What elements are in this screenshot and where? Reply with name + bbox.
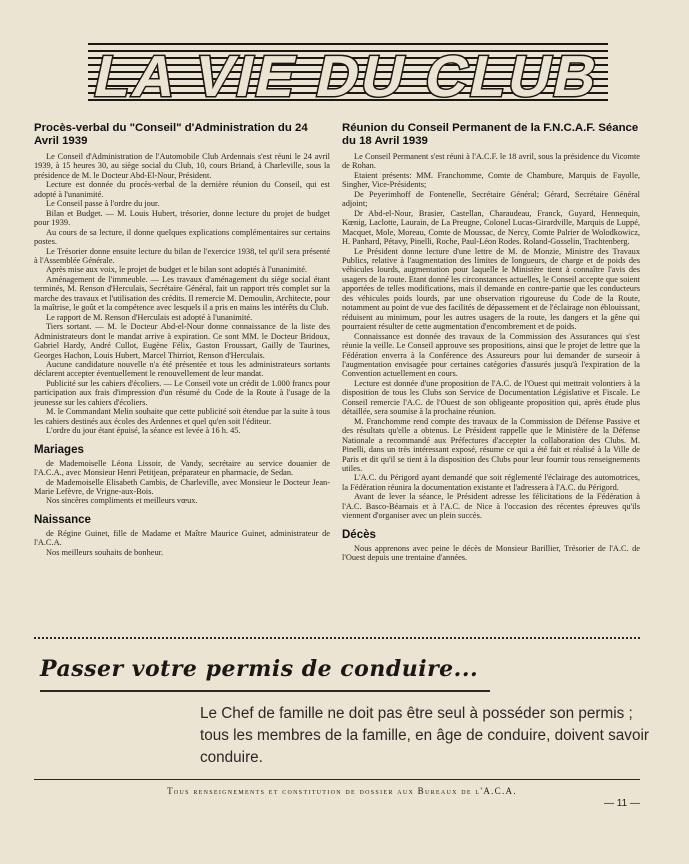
reunion-paragraph: M. Franchomme rend compte des travaux de la Commission de Défense Passive et des résultats qu'elle a obtenus. Le Président rappelle que le Ministère de la Défense Nationale a recommandé aux Préfectures d'accepter la collaboration des Clubs. M. Pinelli, dans un très intéressant exposé, résume ce qui a été fait et réalisé à la Ville de Paris et dit qu'il se tient à la disposition des Clubs pour leur fournir tous renseignements utiles. [342,416,640,473]
masthead-title: LA VIE DU CLUB [88,44,607,109]
promo-headline [40,656,540,682]
reunion-paragraph: Le Conseil Permanent s'est réuni à l'A.C.F. le 18 avril, sous la présidence du Vicomte de Rohan. [342,152,640,171]
pv-paragraph: Après mise aux voix, le projet de budget et le bilan sont adoptés à l'unanimité. [46,265,308,275]
pv-paragraph: Publicité sur les cahiers d'écoliers. — Le Conseil vote un crédit de 1.000 francs pour participation aux frais d'impression d'un résumé du Code de la Route à l'usage de la jeunesse sur les cahiers d'écoliers. [34,378,330,407]
mariages-paragraph: Nos sincères compliments et meilleurs vœux. [46,496,198,506]
promo-headline-text: Passer votre permis de conduire... [40,656,479,682]
pv-paragraph: Au cours de sa lecture, il donne quelques explications complémentaires sur certains postes. [34,227,330,247]
mariages-paragraph: de Mademoiselle Léona Lissoir, de Vandy, secrétaire au service douanier de l'A.C.A., avec Monsieur Henri Petitjean, préparateur en pharmacie, de Sedan. [34,458,330,478]
footer-note: Tous renseignements et constitution de dossier aux Bureaux de l'A.C.A. [167,786,517,796]
reunion-paragraph: L'A.C. du Périgord ayant demandé que soit réglementé l'éclairage des automotrices, la Fédération réunira la documentation existante et l'adressera à l'A.C. du Périgord. [342,473,640,492]
deces-paragraph: Nous apprenons avec peine le décès de Monsieur Barillier, Trésorier de l'A.C. de l'Ouest depuis une trentaine d'années. [342,543,640,563]
pv-paragraph: Tiers sortant. — M. le Docteur Abd-el-Nour donne connaissance de la liste des Administrateurs dont le mandat arrive à expiration. Ce sont MM. le Docteur Bridoux, Gabriel Hardy, André Cullot, Eugène Félix, Gaston Froussart, Gailly de Taurines, Georges Hachon, Louis Hubert, Marcel Thirriot, Renson d'Herculais. [34,322,330,360]
pv-paragraph: Le Conseil d'Administration de l'Automobile Club Ardennais s'est réuni le 24 avril 1939, à 15 heures 30, au siège social du Club, 10, cours Briand, à Charleville, sous la présidence de M. le Docteur Abd-El-Nour, Président. [34,152,330,180]
pv-paragraph: Aménagement de l'immeuble. — Les travaux d'aménagement du siège social étant terminés, M. Renson d'Herculais, Secrétaire Général, fait un rapport très complet sur la marche des travaux et l'utilisation des crédits. Il remercie M. Demoulin, Architecte, pour la maîtrise, le goût et la compétence avec lesquels il a pris en mains les intérêts du Club. [34,274,330,313]
pv-paragraph: M. le Commandant Melin souhaite que cette publicité soit étendue par la suite à tous les cahiers destinés aux écoles des Ardennes et quel qu'en soit l'éditeur. [34,407,330,426]
naissance-heading: Naissance [34,513,91,526]
reunion-paragraph: Connaissance est donnée des travaux de la Commission des Assurances qui s'est réunie la veille. Le Conseil approuve ses propositions, ainsi que le projet de lettre que la Fédération enverra à la Conférence des Assureurs pour lui demander de surseoir à l'augmentation envisagée pour certaines catégories d'assurés jusqu'à l'expiration de la Convention actuellement en cours. [342,331,640,379]
reunion-paragraph: Avant de lever la séance, le Président adresse les félicitations de la Fédération à l'A.C. Basco-Béarnais et à l'A.C. de Nice à l'occasion des récentes épreuves qu'ils viennent d'organiser avec un plein succès. [342,492,640,521]
right-column [342,122,640,563]
pv-paragraph: Bilan et Budget. — M. Louis Hubert, trésorier, donne lecture du projet de budget pour 1939. [34,208,330,228]
pv-paragraph: Le Conseil passe à l'ordre du jour. [46,199,160,209]
masthead-banner [88,36,608,110]
pv-paragraph: Le Trésorier donne ensuite lecture du bilan de l'exercice 1938, tel qu'il sera présenté à l'Assemblée Générale. [34,246,330,265]
footer-rule [34,779,640,780]
deces-heading: Décès [342,528,376,541]
pv-paragraph: Aucune candidature nouvelle n'a été présentée et tous les administrateurs sortants déclarent accepter éventuellement le renouvellement de leur mandat. [34,359,330,379]
reunion-paragraph: De Peyerimhoff de Fontenelle, Secrétaire Général; Gérard, Secrétaire Général adjoint; [342,189,640,209]
promo-body: Le Chef de famille ne doit pas être seul à posséder son permis ; tous les membres de la famille, en âge de conduire, doivent savoir conduire. [200,705,649,766]
reunion-paragraph: Etaient présents: MM. Franchomme, Comte de Chambure, Marquis de Fayolle, Singher, Vice-Présidents; [342,170,640,190]
mariages-paragraph: de Mademoiselle Elisabeth Cambis, de Charleville, avec Monsieur le Docteur Jean-Marie Lefèvre, de Vrigne-aux-Bois. [34,477,330,496]
pv-paragraph: Lecture est donnée du procès-verbal de la dernière réunion du Conseil, qui est adopté à l'unanimité. [34,180,330,199]
pv-paragraph: L'ordre du jour étant épuisé, la séance est levée à 16 h. 45. [46,426,241,436]
reunion-paragraph: Dr Abd-el-Nour, Brasier, Castellan, Charaudeau, Franck, Guyard, Hennequin, Kœnig, Laclotte, Laurain, de La Preugne, Colonel Lucas-Girardville, Marquis de Luppé, Macquet, Mole, Moreau, Comte de Moussac, de Nercy, Comte Palrier de Wolodkowicz, H. Panhard, Pétavy, Pinelli, Roche, Paul-Léon Rodes. Roland-Gosselin, Trachtenberg. [342,208,640,247]
reunion-paragraph: Le Président donne lecture d'une lettre de M. de Monzie, Ministre des Travaux Publics, relative à l'augmentation des limites de longueurs, de charge et de poids des véhicules lourds, augmentation pour laquelle le Ministère tient à connaître l'avis des usagers de la route. Etant donné les circonstances actuelles, le Conseil accepte que soient apportées de telles modifications, mais il demande en contre-partie que les conducteurs des véhicules poids lourds, par une observation rigoureuse du Code de la Route, notamment au point de vue des facilités de dépassement et de l'éclairage non éblouissant, réduisent au minimum, pour les autres usagers de la route, les dangers et la gêne qui pourraient résulter de cette augmentation d'encombrement et de poids. [342,246,640,332]
pv-paragraph: Le rapport de M. Renson d'Herculais est adopté à l'unanimité. [46,312,253,322]
promo-headline-underline [40,690,490,692]
page-number: — 11 — [604,798,640,809]
pv-heading: Procès-verbal du "Conseil" d'Administration du 24 Avril 1939 [34,122,308,147]
naissance-paragraph: de Régine Guinet, fille de Madame et Maître Maurice Guinet, administrateur de l'A.C.A. [34,528,330,548]
reunion-paragraph: Lecture est donnée d'une proposition de l'A.C. de l'Ouest qui mettrait volontiers à la disposition de tous les Clubs son Service de Documentation Législative et Fiscale. Le Conseil remercie l'A.C. de l'Ouest de son obligeante proposition qui, après étude plus détaillée, sera soumise à la prochaine réunion. [342,378,640,417]
reunion-heading: Réunion du Conseil Permanent de la F.N.C.A.F. Séance du 18 Avril 1939 [342,122,639,147]
masthead-graphic [88,36,608,110]
dotted-divider [34,637,640,643]
naissance-paragraph: Nos meilleurs souhaits de bonheur. [46,547,164,557]
left-column [34,122,330,557]
mariages-heading: Mariages [34,443,84,456]
